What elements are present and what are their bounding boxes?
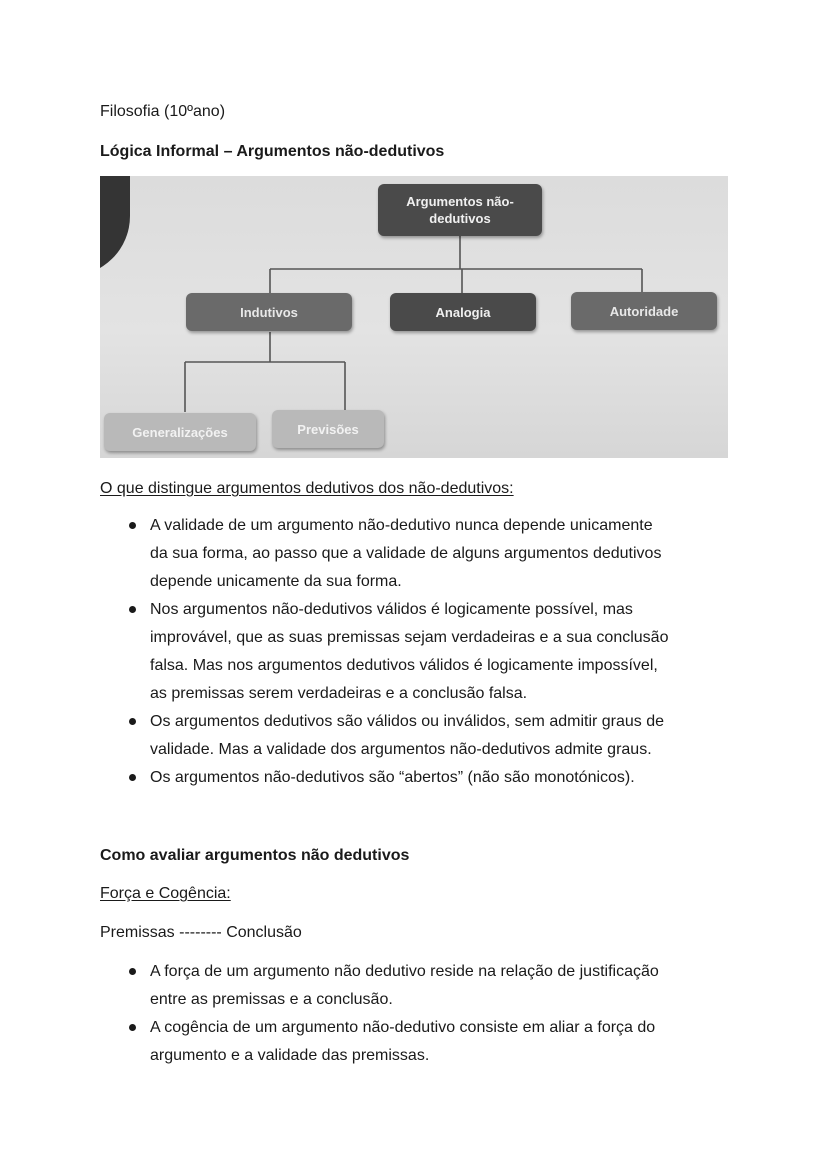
list-item xyxy=(126,958,736,1014)
bullet-line: entre as premissas e a conclusão. xyxy=(150,991,393,1008)
bullet-icon xyxy=(129,522,136,529)
page-title: Lógica Informal – Argumentos não-dedutivos xyxy=(100,143,445,160)
bullet-line: argumento e a validade das premissas. xyxy=(150,1047,430,1064)
bullet-icon xyxy=(129,1024,136,1031)
bullet-line: as premissas serem verdadeiras e a conclusão falsa. xyxy=(150,685,528,702)
bullet-icon xyxy=(129,606,136,613)
bullet-line: Os argumentos não-dedutivos são “abertos” (não são monotónicos). xyxy=(150,769,635,786)
node-previsoes xyxy=(272,410,384,448)
bullet-line: falsa. Mas nos argumentos dedutivos válidos é logicamente impossível, xyxy=(150,657,658,674)
node-generalizacoes xyxy=(104,413,256,451)
node-indutivos-label: Indutivos xyxy=(240,304,298,320)
bullet-line: A validade de um argumento não-dedutivo nunca depende unicamente xyxy=(150,517,653,534)
node-root-label: Argumentos não-dedutivos xyxy=(406,194,514,226)
section2-bullet-list xyxy=(126,958,736,1070)
bullet-line: A cogência de um argumento não-dedutivo consiste em aliar a força do xyxy=(150,1019,656,1036)
list-item xyxy=(126,708,736,764)
list-item xyxy=(126,512,736,596)
node-analogia xyxy=(390,293,536,331)
bullet-line: improvável, que as suas premissas sejam verdadeiras e a sua conclusão xyxy=(150,629,669,646)
node-generalizacoes-label: Generalizações xyxy=(132,424,228,440)
node-autoridade-label: Autoridade xyxy=(609,303,679,319)
section2-heading: Como avaliar argumentos não dedutivos xyxy=(100,847,410,864)
bullet-line: Nos argumentos não-dedutivos válidos é logicamente possível, mas xyxy=(150,601,633,618)
bullet-icon xyxy=(129,718,136,725)
list-item xyxy=(126,596,736,708)
node-previsoes-label: Previsões xyxy=(297,421,359,437)
bullet-line: validade. Mas a validade dos argumentos não-dedutivos admite graus. xyxy=(150,741,652,758)
subject-line: Filosofia (10ºano) xyxy=(100,103,226,120)
section1-bullet-list xyxy=(126,512,736,792)
bullet-line: A força de um argumento não dedutivo reside na relação de justificação xyxy=(150,963,659,980)
bullet-icon xyxy=(129,968,136,975)
node-root xyxy=(378,184,542,236)
argument-types-diagram xyxy=(100,176,728,458)
bullet-line: da sua forma, ao passo que a validade de alguns argumentos dedutivos xyxy=(150,545,662,562)
node-indutivos xyxy=(186,293,352,331)
list-item xyxy=(126,764,736,792)
bullet-icon xyxy=(129,774,136,781)
bullet-line: depende unicamente da sua forma. xyxy=(150,573,402,590)
bullet-line: Os argumentos dedutivos são válidos ou inválidos, sem admitir graus de xyxy=(150,713,665,730)
list-item xyxy=(126,1014,736,1070)
node-autoridade xyxy=(571,292,717,330)
node-analogia-label: Analogia xyxy=(435,304,491,320)
premises-conclusion-relation: Premissas -------- Conclusão xyxy=(100,924,302,941)
section1-heading: O que distingue argumentos dedutivos dos não-dedutivos: xyxy=(100,480,514,497)
section2-subheading: Força e Cogência: xyxy=(100,885,231,902)
